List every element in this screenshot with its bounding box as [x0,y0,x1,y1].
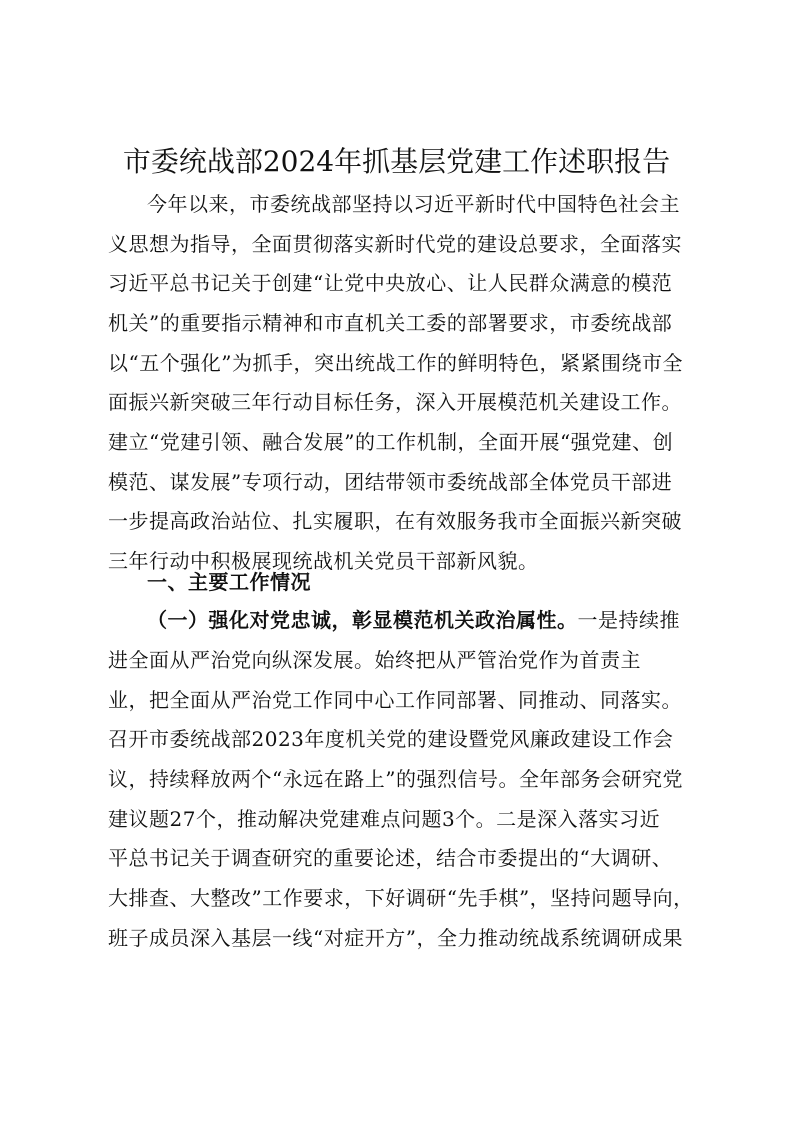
body-line: 议，持续释放两个“永远在路上”的强烈信号。全年部务会研究党 [108,767,683,791]
body-line: 一步提高政治站位、扎实履职，在有效服务我市全面振兴新突破 [108,509,682,533]
section-heading: 一、主要工作情况 [147,570,311,594]
body-line: 今年以来，市委统战部坚持以习近平新时代中国特色社会主 [147,192,680,216]
subsection-heading: （一）强化对党忠诚，彰显模范机关政治属性。 [147,608,578,632]
body-line: 机关”的重要指示精神和市直机关工委的部署要求，市委统战部 [108,311,673,335]
body-line: 义思想为指导，全面贯彻落实新时代党的建设总要求，全面落实 [108,232,682,256]
body-line: 建立“党建引领、融合发展”的工作机制，全面开展“强党建、创 [108,430,674,454]
document-title: 市委统战部2024年抓基层党建工作述职报告 [122,145,671,178]
body-line: 习近平总书记关于创建“让党中央放心、让人民群众满意的模范 [108,271,673,295]
body-line: 建议题27个，推动解决党建难点问题3个。二是深入落实习近 [108,807,661,831]
body-line: 面振兴新突破三年行动目标任务，深入开展模范机关建设工作。 [108,390,682,414]
body-line: 平总书记关于调查研究的重要论述，结合市委提出的“大调研、 [108,846,673,870]
body-line: 业，把全面从严治党工作同中心工作同部署、同推动、同落实。 [108,688,682,712]
subsection-body: 一是持续推 [577,608,680,632]
body-line: 模范、谋发展”专项行动，团结带领市委统战部全体党员干部进 [108,470,673,494]
body-line: 以“五个强化”为抓手，突出统战工作的鲜明特色，紧紧围绕市全 [108,351,683,375]
body-line: 进全面从严治党向纵深发展。始终把从严管治党作为首责主 [108,648,641,672]
body-line: 大排查、大整改”工作要求，下好调研“先手棋”，坚持问题导向， [108,886,694,910]
subsection-line [147,600,680,640]
body-line: 三年行动中积极展现统战机关党员干部新风貌。 [108,549,539,573]
body-line: 召开市委统战部2023年度机关党的建设暨党风廉政建设工作会 [108,727,674,751]
body-line: 班子成员深入基层一线“对症开方”，全力推动统战系统调研成果 [108,926,683,950]
